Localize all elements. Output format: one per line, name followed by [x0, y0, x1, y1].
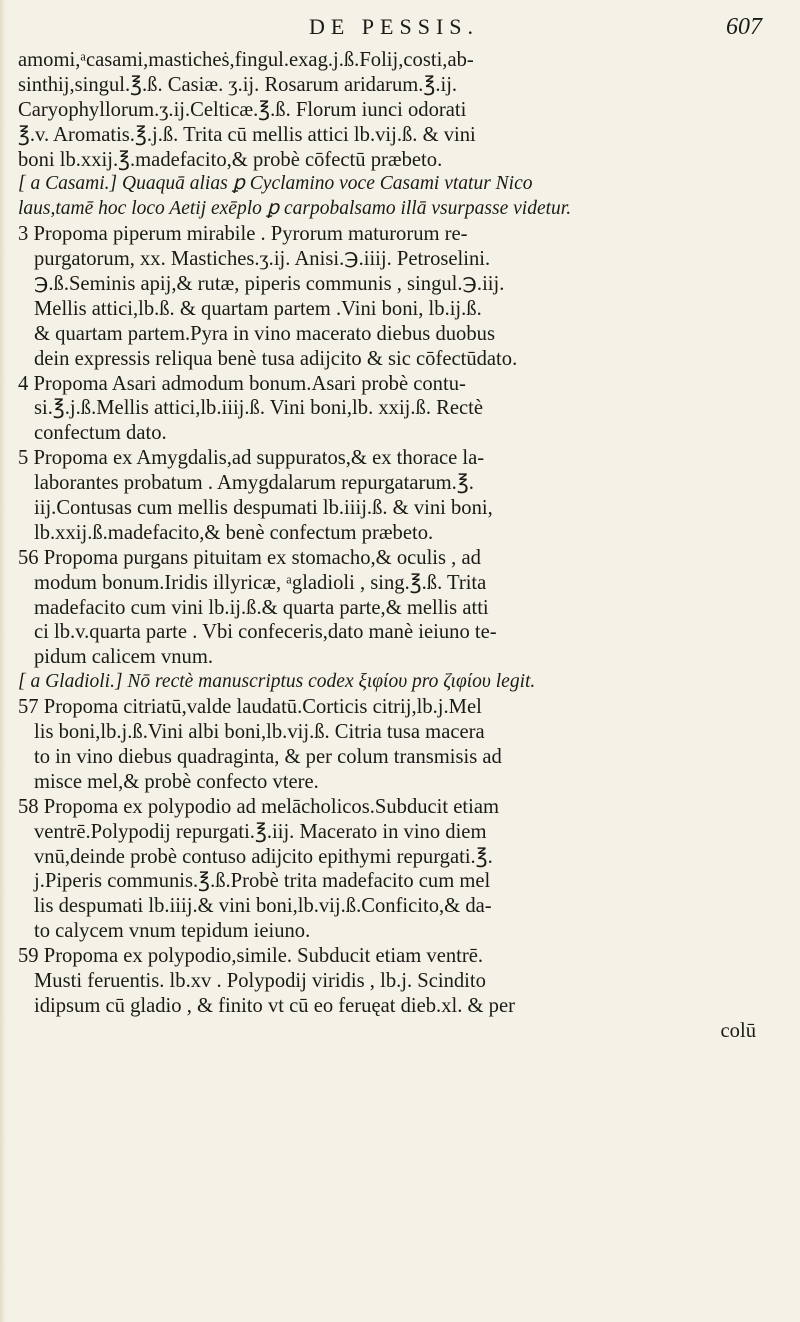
text-line: 56 Propoma purgans pituitam ex stomacho,& oculis , ad — [18, 546, 481, 569]
text-line: lb.xxij.ß.madefacito,& benè confectum præbeto. — [34, 521, 434, 544]
text-line: 5 Propoma ex Amygdalis,ad suppuratos,& ex thorace la- — [18, 447, 485, 470]
text-line: purgatorum, xx. Mastiches.ʒ.ij. Anisi.℈.iiij. Petroselini. — [34, 248, 491, 271]
text-line: to in vino diebus quadraginta, & per colum transmisis ad — [34, 745, 502, 768]
catchword: colū — [720, 1019, 756, 1042]
text-line: lis boni,lb.j.ß.Vini albi boni,lb.vij.ß. Citria tusa macera — [34, 721, 485, 744]
text-line: 58 Propoma ex polypodio ad melācholicos.Subducit etiam — [18, 795, 500, 818]
text-line: boni lb.xxij.℥.madefacito,& probè cōfectū præbeto. — [18, 148, 443, 171]
text-line: Caryophyllorum.ʒ.ij.Celticæ.℥.ß. Florum iunci odorati — [18, 98, 467, 121]
text-line: misce mel,& probè confecto vtere. — [34, 770, 319, 793]
text-line: vnū,deinde probè contuso adijcito epithymi repurgati.℥. — [34, 845, 493, 868]
text-line: lis despumati lb.iiij.& vini boni,lb.vij.ß.Conficito,& da- — [34, 895, 492, 918]
text-line: amomi,ᵃcasami,masticheṡ,fingul.exag.j.ß.Folij,costi,ab- — [18, 49, 474, 71]
text-line: pidum calicem vnum. — [34, 646, 214, 669]
text-line: confectum dato. — [34, 422, 167, 445]
annotation-line: [ a Casami.] Quaquā alias ꝑ Cyclamino voce Casami vtatur Nico — [18, 173, 533, 195]
text-line: 59 Propoma ex polypodio,simile. Subducit etiam ventrē. — [18, 945, 484, 968]
text-line: sinthij,singul.℥.ß. Casiæ. ʒ.ij. Rosarum aridarum.℥.ij. — [18, 73, 458, 96]
text-line: 4 Propoma Asari admodum bonum.Asari probè contu- — [18, 372, 466, 395]
text-line: to calycem vnum tepidum ieiuno. — [34, 920, 311, 943]
text-line: dein expressis reliqua benè tusa adijcito & sic cōfectūdato. — [34, 347, 518, 370]
text-line: ci lb.v.quarta parte . Vbi confeceris,dato manè ieiuno te- — [34, 621, 497, 644]
running-head: DE PESSIS. — [308, 14, 480, 39]
page-number: 607 — [726, 14, 762, 40]
text-line: iij.Contusas cum mellis despumati lb.iiij.ß. & vini boni, — [34, 497, 493, 520]
text-line: Mellis attici,lb.ß. & quartam partem .Vini boni, lb.ij.ß. — [34, 297, 482, 320]
text-line: modum bonum.Iridis illyricæ, ᵃgladioli , sing.℥.ß. Trita — [34, 571, 487, 594]
text-line: 3 Propoma piperum mirabile . Pyrorum maturorum re- — [18, 223, 468, 246]
text-line: si.℥.j.ß.Mellis attici,lb.iiij.ß. Vini boni,lb. xxij.ß. Rectè — [34, 397, 484, 420]
text-line: madefacito cum vini lb.ij.ß.& quarta parte,& mellis atti — [34, 596, 489, 619]
text-line: j.Piperis communis.℥.ß.Probè trita madefacito cum mel — [34, 870, 491, 893]
text-body — [18, 48, 770, 1044]
text-line: ℥.v. Aromatis.℥.j.ß. Trita cū mellis attici lb.vij.ß. & vini — [18, 123, 476, 146]
text-line: ventrē.Polypodij repurgati.℥.iij. Macerato in vino diem — [34, 820, 487, 843]
text-line: idipsum cū gladio , & finito vt cū eo feruęat dieb.xl. & per — [34, 994, 515, 1017]
text-line: 57 Propoma citriatū,valde laudatū.Corticis citrij,lb.j.Mel — [18, 696, 482, 719]
text-line: Musti feruentis. lb.xv . Polypodij viridis , lb.j. Scindito — [34, 969, 486, 992]
annotation-line: laus,tamē hoc loco Aetij exēplo ꝑ carpobalsamo illā vsurpasse videtur. — [18, 198, 572, 220]
annotation-line: [ a Gladioli.] Nō rectè manuscriptus codex ξιφίου pro ζιφίου legit. — [18, 671, 536, 693]
text-line: laborantes probatum . Amygdalarum repurgatarum.℥. — [34, 472, 474, 495]
text-line: ℈.ß.Seminis apij,& rutæ, piperis communis , singul.℈.iij. — [34, 273, 505, 296]
text-line: & quartam partem.Pyra in vino macerato diebus duobus — [34, 322, 495, 345]
page-header — [18, 14, 770, 48]
